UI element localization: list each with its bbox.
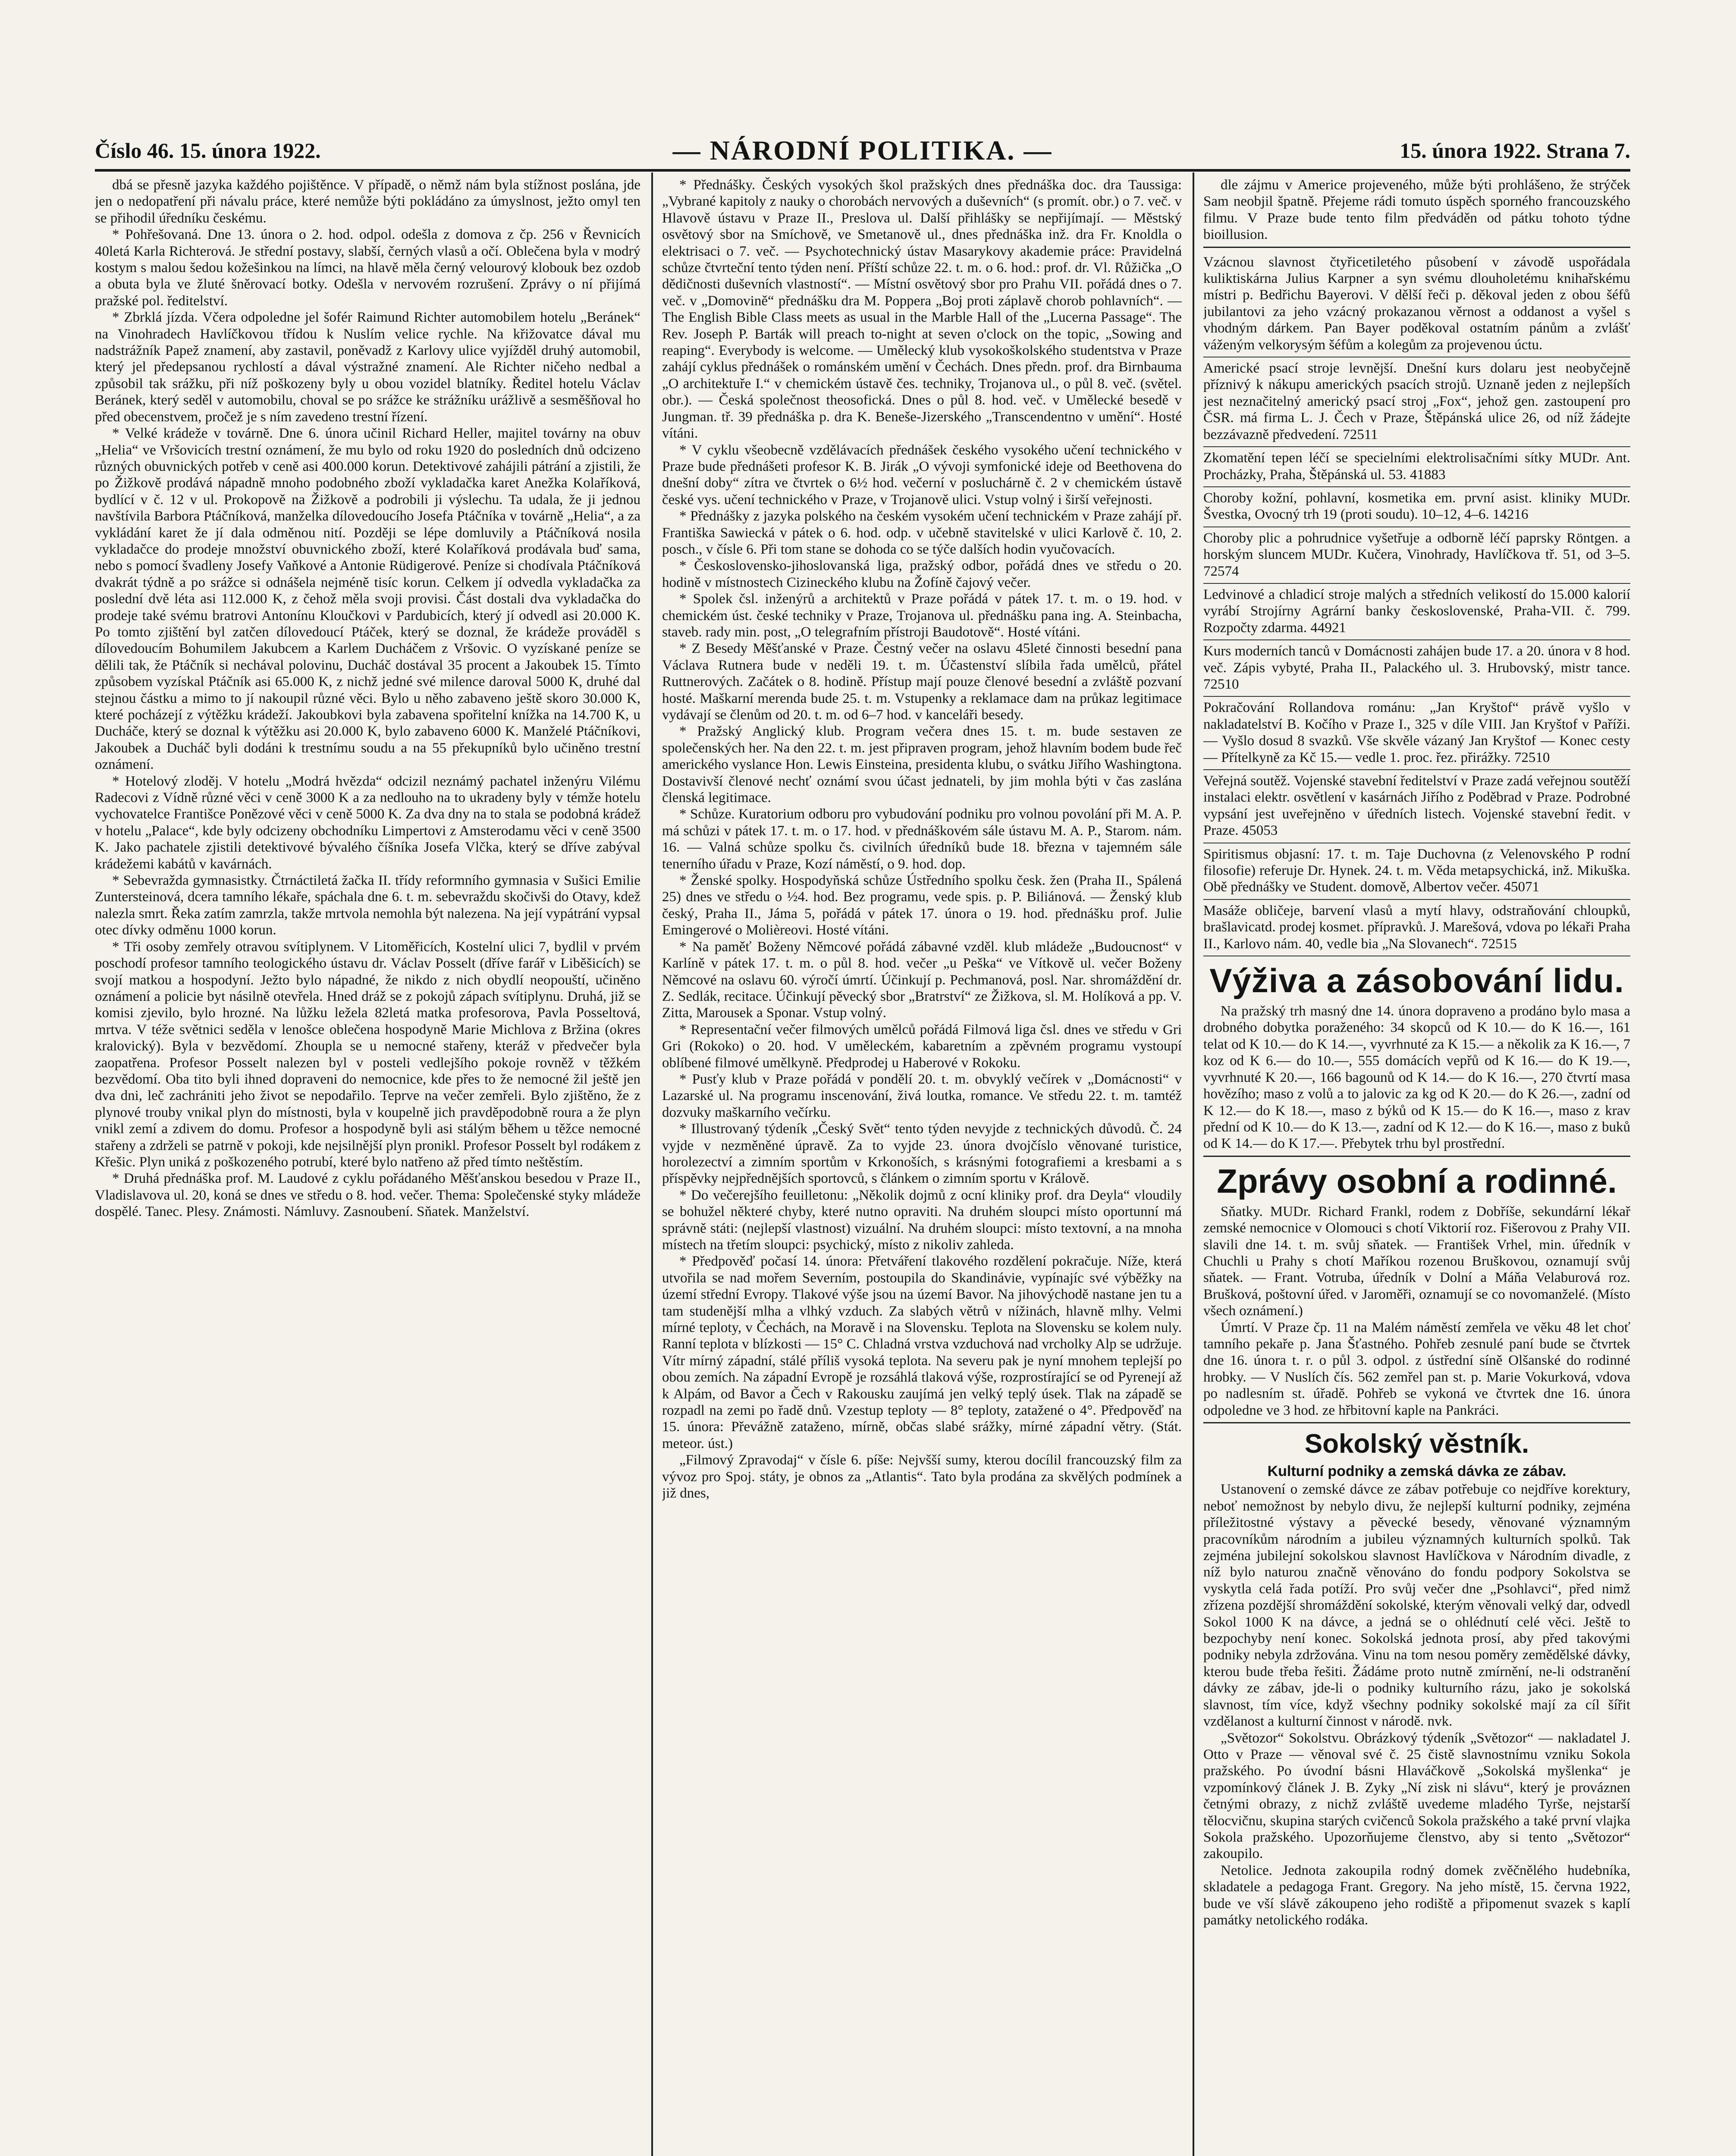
article: Úmrtí. V Praze čp. 11 na Malém náměstí zemřela ve věku 48 let choť tamního pekaře p. Jana Šťastného. Pohřeb zesnulé paní bude se čtvrtek dne 16. února t. r. o půl 3. odpol. z ústřední síně Olšanské do rodinné hrobky. — V Nuslích čís. 562 zemřel pan st. p. Marie Vokurková, vdova po nadlesním st. úřadě. Pohřeb se vykoná ve čtvrtek dne 16. února odpoledne ve 3 hod. ze hřbitovní kaple na Pankráci. [1203, 1319, 1630, 1418]
divider [1203, 247, 1630, 248]
masthead-title: — NÁRODNÍ POLITIKA. — [672, 135, 1053, 166]
section-subtitle: Kulturní podniky a zemská dávka ze zábav. [1267, 1463, 1566, 1479]
article: * Schůze. Kuratorium odboru pro vybudování podniku pro volnou povolání při M. A. P. má schůzi v pátek 17. t. m. o 17. hod. v přednáškovém sále ústavu M. A. P., Starom. nám. 16. — Valná schůze spolku čs. civilních úředníků bude 18. března v tajemném sále tenerního úřadu v Praze, Kozí náměstí, o 9. hod. dop. [662, 806, 1182, 872]
article: Sňatky. MUDr. Richard Frankl, rodem z Dobříše, sekundární lékař zemské nemocnice v Olomouci s chotí Viktorií roz. Fišerovou z Prahy VII. slavili dne 14. t. m. svůj sňatek. — František Vrhel, min. úředník v Chuchli u Prahy s chotí Maříkou rozenou Bruškovou, oznamují svůj sňatek. — Frant. Votruba, úředník v Dolní a Máňa Velaburová roz. Brušková, poštovní úřed. v Jaroměři, oznamují se co novomanželé. (Místo všech oznámení.) [1203, 1203, 1630, 1319]
section-title-sokol: Sokolský věstník. [1304, 1429, 1529, 1459]
article: * Přednášky z jazyka polského na českém vysokém učení technickém v Praze zahájí př. Františka Sawiecká v pátek o 6. hod. odp. v učebně stavitelské v ulici Karlově č. 10, 2. posch., v čísle 6. Při tom stane se dohoda co se týče dalších hodin vyučovacích. [662, 508, 1182, 557]
article: * Zbrklá jízda. Včera odpoledne jel šofér Raimund Richter automobilem hotelu „Beránek“ na Vinohradech Havlíčkovou třídou k Nuslím velice rychle. Na křižovatce dával mu nadstrážník Papež znamení, aby zastavil, poněvadž z Karlovy ulice vyjížděl druhý automobil, který jel předepsanou rychlostí a dával výstražné znamení. Ale Richter ničeho nedbal a způsobil tak srážku, při níž poškozeny byly u obou vozidel blatníky. Ředitel hotelu Václav Beránek, který seděl v automobilu, choval se po srážce ke strážníku urážlivě a sesměšňoval ho před obecenstvem, pročež je s ním zavedeno trestní řízení. [95, 310, 640, 425]
page-header [95, 129, 1630, 168]
column-2 [662, 177, 1182, 2156]
article: * Pusťy klub v Praze pořádá v pondělí 20. t. m. obvyklý večírek v „Domácnosti“ v Lazarské ul. Na programu inscenování, živá loutka, romance. Ve středu 22. t. m. tamtéž dozvuky maškarního večírku. [662, 1071, 1182, 1120]
article: * Druhá přednáška prof. M. Laudové z cyklu pořádaného Měšťanskou besedou v Praze II., Vladislavova ul. 20, koná se dnes ve středu o 8. hod. večer. Thema: Společenské styky mládeže dospělé. Tanec. Plesy. Známosti. Námluvy. Zasnoubení. Sňatek. Manželství. [95, 1171, 640, 1220]
article: * Sebevražda gymnasistky. Čtrnáctiletá žačka II. třídy reformního gymnasia v Sušici Emilie Zuntersteinová, dcera tamního lékaře, spáchala dne 6. t. m. sebevraždu skočivši do Otavy, kdež nalezla smrt. Řeka zatím zamrzla, takže mrtvola nemohla být nalezena. Na její vypátrání vypsal otec dívky odměnu 1000 korun. [95, 873, 640, 938]
article: * Do večerejšího feuilletonu: „Několik dojmů z ocní kliniky prof. dra Deyla“ vloudily se bohužel některé chyby, které nutno opraviti. Na druhém sloupci místo oportunní má správně státi: (nejlepší vlastnost) vizuální. Na druhém sloupci: místo textovní, a na mnoha místech na třetím sloupci: psychický, místo z nikoliv zahleda. [662, 1187, 1182, 1253]
section-title-personal: Zprávy osobní a rodinné. [1217, 1162, 1617, 1200]
header-rule [95, 169, 1630, 172]
article: * V cyklu všeobecně vzdělávacích přednášek českého vysokého učení technického v Praze bude přednášeti profesor K. B. Jirák „O vývoji symfonické ideje od Beethovena do dnešní doby“ zítra ve čtvrtek o 6½ hod. večerní v posluchárně č. 2 v chemickém ústavě české vys. učení technického v Praze, v Trojanově ulici. Vstup volný i širší veřejnosti. [662, 442, 1182, 508]
classified-ad: Americké psací stroje levnější. Dnešní kurs dolaru jest neobyčejně příznivý k nákupu amerických psacích strojů. Uznaně jeden z nejlepších jest neznačitelný americký psací stroj „Fox“, jehož gen. zastoupení pro ČSR. má firma L. J. Čech v Praze, Štěpánská ulice 26, od níž žádejte bezzávazně předvedení. 72511 [1203, 357, 1630, 447]
article: Netolice. Jednota zakoupila rodný domek zvěčnělého hudebníka, skladatele a pedagoga Frant. Gregory. Na jeho místě, 15. června 1922, bude ve vší slávě zákoupeno jeho rodiště a připomenut svazek s kaplí památky netolického rodáka. [1203, 1862, 1630, 1928]
column-divider [1193, 172, 1194, 2156]
article: dle zájmu v Americe projeveného, může býti prohlášeno, že strýček Sam neobjil špatně. Přejeme rádi tomuto úspěch sporného francouzského filmu. V Praze bude tento film předváděn od pátku tohoto týdne bioillusion. [1203, 177, 1630, 243]
article: * Československo-jihoslovanská liga, pražský odbor, pořádá dnes ve středu o 20. hodině v místnostech Cizineckého klubu na Žofíně čajový večer. [662, 558, 1182, 590]
divider [1203, 1156, 1630, 1157]
date-page: 15. února 1922. Strana 7. [1400, 138, 1630, 163]
divider [1203, 1422, 1630, 1423]
article: * Pražský Anglický klub. Program večera dnes 15. t. m. bude sestaven ze společenských her. Na den 22. t. m. jest připraven program, jehož hlavním bodem bude řeč amerického vyslance Hon. Lewis Einsteina, presidenta klubu, o svátku Jiřího Washingtona. Dostavivší členové nechť oznámí svou účast jednateli, by jim mohla býti v čas zaslána členská legitimace. [662, 724, 1182, 806]
article: * Na paměť Boženy Němcové pořádá zábavné vzděl. klub mládeže „Budoucnost“ v Karlíně v pátek 17. t. m. o půl 8. hod. večer „u Peška“ ve Vítkově ul. večer Boženy Němcové na oslavu 60. výročí úmrtí. Účinkují p. Pechmanová, posl. Nar. shromáždění dr. Z. Sedlák, recitace. Účinkují pěvecký sbor „Bratrství“ ze Žižkova, sl. M. Holíková a pp. V. Zitta, Marousek a Sponar. Vstup volný. [662, 939, 1182, 1021]
article: * Velké krádeže v továrně. Dne 6. února učinil Richard Heller, majitel továrny na obuv „Helia“ ve Vršovicích trestní oznámení, že mu bylo od roku 1920 do posledních dnů odcizeno různých obuvnických potřeb v ceně asi 400.000 korun. Detektivové zahájili pátrání a zjistili, že po Žižkově prodává nápadně mnoho podobného zboží vykladačka karet Anežka Kolaříková, bydlící v č. 12 v ul. Prokopově na Žižkově a podrobili ji výslechu. Ta udala, že ji jednou navštívila Barbora Ptáčníková, manželka dílovedoucího Josefa Ptáčníka v továrně „Helia“, a za vykládání karet že jí dala odměnou nití. Později se lépe domluvily a Ptáčníková nosila vykladačce do prodeje množství obuvnického zboží, které Kolaříková prodávala buď sama, nebo s pomocí švadleny Josefy Vaňkové a Antonie Rüdigerové. Peníze si chodívala Ptáčníková dvakrát týdně a po srážce si odnášela nejméně tisíc korun. Celkem jí odvedla vykladačka za poslední dvě léta asi 112.000 K, z čehož měla svoji provisi. Část dostali dva vykladačka do prodeje také svému bratrovi Antonínu Kloučkovi v Pardubicích, který jí odvedl asi 20.000 K. Po tomto zjištění byl zatčen dílovedoucí Ptáček, který se doznal, že krádeže prováděl s dílovedoucím Bohumilem Jakubcem a Karlem Ducháčem z Vršovic. O vyzískané peníze se dělili tak, že Ptáčník si nechával polovinu, Ducháč dostával 35 procent a Jakoubek 15. Tímto způsobem vyzískal Ptáčník asi 65.000 K, z nichž jedné své milence daroval 5000 K, druhé dal stejnou částku a mimo to jí nakoupil různé věci. Bylo u něho zabaveno ještě skoro 30.000 K, které pocházejí z výtěžku krádeží. Jakoubkovi byla zabavena spořitelní knížka na 14.700 K, u Ducháče, který se doznal k výtěžku asi 20.000 K, bylo zabaveno 6000 K. Manželé Ptáčníkovi, Jakoubek a Ducháč byli dodáni k trestnímu soudu a na 55 překupníků bylo učiněno trestní oznámení. [95, 426, 640, 773]
classified-ad: Spiritismus objasní: 17. t. m. Taje Duchovna (z Velenovského P rodní filosofie) referuje Dr. Hynek. 24. t. m. Věda metapsychická, inž. Mikuška. Obě přednášky ve Student. domově, Albertov večer. 45071 [1203, 843, 1630, 900]
classified-ad: Kurs moderních tanců v Domácnosti zahájen bude 17. a 20. února v 8 hod. več. Zápis vybyté, Praha II., Palackého ul. 3. Hrubovský, mistr tance. 72510 [1203, 640, 1630, 697]
classified-ad: Zkomatění tepen léčí se specielními elektrolisačními sítky MUDr. Ant. Procházky, Praha, Štěpánská ul. 53. 41883 [1203, 447, 1630, 487]
section-title-food: Výživa a zásobování lidu. [1209, 962, 1624, 1000]
article: * Přednášky. Českých vysokých škol pražských dnes přednáška doc. dra Taussiga: „Vybrané kapitoly z nauky o chorobách nervových a duševních“ (s promít. obr.) o 7. več. v Hlavově ústavu v Praze II., Preslova ul. Další přihlášky se nepřijímají. — Městský osvětový sbor na Smíchově, ve Smetanově ul., dnes přednáška inž. dra Fr. Knoldla o elektrisaci o 7. več. — Psychotechnický ústav Masarykovy akademie práce: Pravidelná schůze čtvrteční tento týden není. Příští schůze 22. t. m. o 6. hod.: prof. dr. Vl. Růžička „O dědičnosti duševních vlastností“. — Místní osvětový sbor pro Prahu VII. pořádá dnes o 7. več. v „Domovině“ přednášku dra M. Poppera „Boj proti záplavě chorob pohlavních“. — The English Bible Class meets as usual in the Marble Hall of the „Lucerna Passage“. The Rev. Joseph P. Barták will preach to-night at seven o'clock on the topic, „Sowing and reaping“. Everybody is welcome. — Umělecký klub vysokoškolského studentstva v Praze zahájí cyklus přednášek o románském umění v Čechách. Dnes předn. prof. dra Birnbauma „O architektuře I.“ v chemickém ústavě čes. techniky, Trojanova ul., o půl 8. več. (světel. obr.). — Česká společnost theosofická. Dnes o půl 8. hod. več. v Umělecké besedě v Jungman. tř. 39 přednáška p. dra K. Beneše-Jizerského „Transcendentno v umění“. Hosté vítáni. [662, 177, 1182, 442]
article: * Z Besedy Měšťanské v Praze. Čestný večer na oslavu 45leté činnosti besední pana Václava Rutnera bude v neděli 19. t. m. Účastenství slíbila řada umělců, přátel Ruttnerových. Začátek o 8. hodině. Přístup mají pouze členové besední a zvláště pozvaní hosté. Maškarní merenda bude 25. t. m. Vstupenky a reklamace dam na průkaz legitimace vydávají se členům od 20. t. m. od 6–7 hod. v kanceláři besedy. [662, 641, 1182, 723]
article: „Filmový Zpravodaj“ v čísle 6. píše: Nejvšší sumy, kterou docílil francouzský film za vývoz pro Spoj. státy, je obnos za „Atlantis“. Tato byla prodána za skvělých podmínek a již dnes, [662, 1452, 1182, 1501]
column-3 [1203, 177, 1630, 2156]
article: * Pohřešovaná. Dne 13. února o 2. hod. odpol. odešla z domova z čp. 256 v Řevnicích 40letá Karla Richterová. Je střední postavy, slabší, černých vlasů a očí. Oblečena byla v modrý kostym s malou šedou kožešinkou na límci, na hlavě měla černý velourový klobouk bez ozdob a obuta byla ve žluté šněrovací botky. Odešla v nervovém rozrušení. Zprávy o ní přijímá pražské pol. ředitelství. [95, 227, 640, 309]
article: * Předpověď počasí 14. února: Přetváření tlakového rozdělení pokračuje. Níže, která utvořila se nad mořem Severním, postoupila do Skandinávie, vypínajíc své výběžky na území střední Evropy. Tlakové výše jsou na území Bavor. Na jihovýchodě nastane jen tu a tam studenější mlha a vlhký vzduch. Za slabých větrů v nížinách, hlavně mlhy. Velmi mírné teploty, v Čechách, na Moravě i na Slovensku. Teplota na Slovensku se kolem nuly. Ranní teplota v blízkosti — 15° C. Chladná vrstva vzduchová nad vrcholky Alp se udržuje. Vítr mírný západní, stálé příliš vysoká teplota. Na severu pak je nyní mnohem teplejší po obou zemích. Na západní Evropě je rozsáhlá tlaková výše, rozprostírající se od Pyrenejí až k Alpám, od Bavor a Čech v Rakousku zaujímá jen velký teplý úsek. Tlak na západě se rozpadl na zemi po řadě dnů. Vzestup teploty — 8° teploty, zatažené o 4°. Předpověď na 15. února: Převážně zataženo, mírně, občas slabé srážky, mírné západní větry. (Stát. meteor. úst.) [662, 1253, 1182, 1451]
article: * Illustrovaný týdeník „Český Svět“ tento týden nevyjde z technických důvodů. Č. 24 vyjde v nezměněné úpravě. Za to vyjde 23. února dvojčíslo věnované turistice, horolezectví a zimním sportům v Krkonoších, s krásnými fotografiemi a kresbami a s příspěvky nejpřednějších sportovců, s článkem o zimním sportu v Králově. [662, 1121, 1182, 1187]
article: „Světozor“ Sokolstvu. Obrázkový týdeník „Světozor“ — nakladatel J. Otto v Praze — věnoval své č. 25 čistě slavnostnímu vzniku Sokola pražského. Po úvodní básni Hlaváčkově „Sokolská myšlenka“ je vzpomínkový článek J. B. Zyky „Ní zisk ni slávu“, který je prováznen četnými obrazy, z nichž zvláště uvedeme mladého Tyrše, nejstarší tělocvičnu, skupina starých cvičenců Sokola pražského a také první vlajka Sokola pražského. Upozorňujeme členstvo, aby si tento „Světozor“ zakoupilo. [1203, 1730, 1630, 1862]
classified-ad: Pokračování Rollandova románu: „Jan Kryštof“ právě vyšlo v nakladatelství B. Kočího v Praze I., 325 v díle VIII. Jan Kryštof v Paříži. — Vyšlo dosud 8 svazků. Vše skvěle vázaný Jan Kryštof — Konec cesty — Přítelkyně za Kč 15.— vedle 1. proc. řez. přirážky. 72510 [1203, 697, 1630, 770]
article: * Hotelový zloděj. V hotelu „Modrá hvězda“ odcizil neznámý pachatel inženýru Vilému Radecovi z Vídně různé věci v ceně 3000 K a za nedlouho na to ukradeny byly v témže hotelu vychovatelce Františce Ponězové věci v ceně 5000 K. Za dva dny na to stala se podobná krádež v hotelu „Palace“, kde byly odcizeny obchodníku Limpertovi z Amsterodamu věci v ceně 3500 K. Jako pachatele zjistili detektivové bývalého číšníka Josefa Vlčka, který se dříve zabýval krádežemi kabátů v kavárnách. [95, 773, 640, 872]
classified-ad: Choroby plic a pohrudnice vyšetřuje a odborně léčí paprsky Röntgen. a horským sluncem MUDr. Kučera, Vinohrady, Havlíčkova tř. 51, od 3–5. 72574 [1203, 527, 1630, 584]
article: dbá se přesně jazyka každého pojištěnce. V případě, o němž nám byla stížnost poslána, jde jen o nedopatření při návalu práce, které nemůže býti pokládáno za úmyslnost, ježto omyl ten se přihodil úředníku českému. [95, 177, 640, 226]
article: * Spolek čsl. inženýrů a architektů v Praze pořádá v pátek 17. t. m. o 19. hod. v chemickém úst. české techniky v Praze, Trojanova ul. přednášku pana ing. A. Steinbacha, staveb. rady min. post, „O telegrafním přístroji Baudotově“. Hosté vítáni. [662, 591, 1182, 640]
issue-number: Číslo 46. 15. února 1922. [95, 138, 321, 163]
classified-ad: Masáže obličeje, barvení vlasů a mytí hlavy, odstraňování chloupků, brašlavicatd. prodej kosmet. přípravků. J. Marešová, vdova po lékaři Praha II., Karlovo nám. 40, vedle bia „Na Slovanech“. 72515 [1203, 900, 1630, 956]
classified-ad: Ledvinové a chladicí stroje malých a středních velikostí do 15.000 kalorií vyrábí Strojírny Agrární banky československé, Praha-VII. č. 799. Rozpočty zdarma. 44921 [1203, 584, 1630, 640]
column-1 [95, 177, 640, 2156]
article: Na pražský trh masný dne 14. února dopraveno a prodáno bylo masa a drobného dobytka poraženého: 34 skopců od K 10.— do K 16.—, 161 telat od K 10.— do K 14.—, vyvrhnuté za K 15.— a několik za K 16.—, 7 koz od K 6.— do 10.—, 555 domácích vepřů od K 16.— do K 19.—, vyvrhnuté K 20.—, 166 bagounů od K 14.— do K 16.—, 270 čtvrtí masa hovězího; maso z volů a to jalovic za kg od K 20.— do K 26.—, zadní od K 12.— do K 18.—, maso z býků od K 15.— do K 16.—, maso z krav přední od K 10.— do K 13.—, zadní od K 12.— do K 16.—, maso z buků od K 14.— do K 17.—. Přebytek trhu byl prostřední. [1203, 1003, 1630, 1152]
article: * Tři osoby zemřely otravou svítiplynem. V Litoměřicích, Kostelní ulici 7, bydlil v prvém poschodí profesor tamního teologického ústavu dr. Václav Posselt (dříve farář v Liběšicích) se svojí matkou a hospodyní. Ježto bylo nápadné, že nikdo z nich obydlí neopouští, učiněno oznámení a policie byt násilně otevřela. Hned dráž se z pokojů zápach svítiplynu. Druhá, již se komisi zjevilo, bylo hrozné. Na lůžku ležela 82letá matka profesorova, Pavla Posseltová, mrtva. V téže světnici seděla v lenošce oblečena hospodyně Marie Michlova z Bržina (okres kralovický). Byla v bezvědomí. Zhoupla se u nemocné stařeny, kteráž v předvečer byla zaopatřena. Profesor Posselt nalezen byl v posteli vedlejšího pokoje rovněž v těžkém bezvědomí. Oba tito byli ihned dopraveni do nemocnice, kde přes to že nemocné žil ještě jen dva dni, leč zachrániti jeho život se nepodařilo. Teprve na večer zemřeli. Bylo zjištěno, že z plynové trouby vnikal plyn do místnosti, byla v koupelně jich pravděpodobně roura a že plyn vnikl zemí a zdivem do domu. Profesor a hospodyně byli asi stálým během u těžce nemocné stařeny a zdrželi se patrně v pokoji, kde nejsilnější plyn pronikl. Profesor Posselt byl rodákem z Křešic. Plyn uniká z poškozeného potrubí, které bylo natřeno až před tímto neštěstím. [95, 939, 640, 1170]
classified-ad: Vzácnou slavnost čtyřicetiletého působení v závodě uspořádala kuliktiskárna Julius Karpner a syn svému dlouholetému knihařskému místri p. Bedřichu Bayerovi. V dělší řeči p. děkoval jeden z obou šéfů jubilantovi za jeho vzácný prokazanou věrnost a oddanost a vyšel s vhodným dárkem. Pan Bayer poděkoval ostatním pánům a zvlášť váženým velkorysým šéfům a kolegům za projevenou úctu. [1203, 251, 1630, 357]
classified-ad: Veřejná soutěž. Vojenské stavební ředitelství v Praze zadá veřejnou soutěží instalaci elektr. osvětlení v kasárnách Jiřího z Poděbrad v Praze. Podrobné vypsání jest uveřejněno v úředních listech. Vojenské stavební ředit. v Praze. 45053 [1203, 770, 1630, 843]
column-divider [651, 172, 653, 2156]
article: Ustanovení o zemské dávce ze zábav potřebuje co nejdříve korektury, neboť nemožnost by nebylo divu, že nejlepší kulturní podniky, zejména příležitostné výstavy a pěvecké besedy, věnované významným pracovníkům národním a jubileu významných kulturních spolků. Tak zejména jubilejní sokolskou slavnost Havlíčkova v Národním divadle, z níž bylo naturou značně věnováno do fondu podpory Sokolstva se vyskytla celá řada potíží. Pro svůj večer dne „Psohlavci“, před nimž zřízena pozdější shromáždění sokolské, kterým věnovali velký dar, odvedl Sokol 1000 K na dávce, a jedná se o ohlédnutí celé věci. Ještě to bezpochyby není konec. Sokolská jednota prosí, aby před takovými podniky nebyla zdržována. Vinu na tom nesou poměry zemědělské dávky, kterou bude třeba řešiti. Žádáme proto nutně zmírnění, ne-li odstranění dávky ze zábav, jde-li o podniky kulturního rázu, jako je sokolská slavnost, tím více, když všechny podniky sokolské mají za cíl šířit vzdělanost a kulturní činnost v národě. nvk. [1203, 1482, 1630, 1730]
article: * Ženské spolky. Hospodyňská schůze Ústředního spolku česk. žen (Praha II., Spálená 25) dnes ve středu o ½4. hod. Bez programu, vede spis. p. P. Biliánová. — Ženský klub český, Praha II., Jáma 5, pořádá v pátek 17. února o 19. hod. přednášku prof. Julie Emingerové o Molièreovi. Hosté vítáni. [662, 873, 1182, 938]
classified-ad: Choroby kožní, pohlavní, kosmetika em. první asist. kliniky MUDr. Švestka, Ovocný trh 19 (proti soudu). 10–12, 4–6. 14216 [1203, 487, 1630, 527]
article: * Representační večer filmových umělců pořádá Filmová liga čsl. dnes ve středu v Gri Gri (Rokoko) o 20. hod. V uměleckém, kabaretním a zpěvném programu vystoupí oblíbené filmové umělkyně. Předprodej u Haberové v Rokoku. [662, 1022, 1182, 1071]
